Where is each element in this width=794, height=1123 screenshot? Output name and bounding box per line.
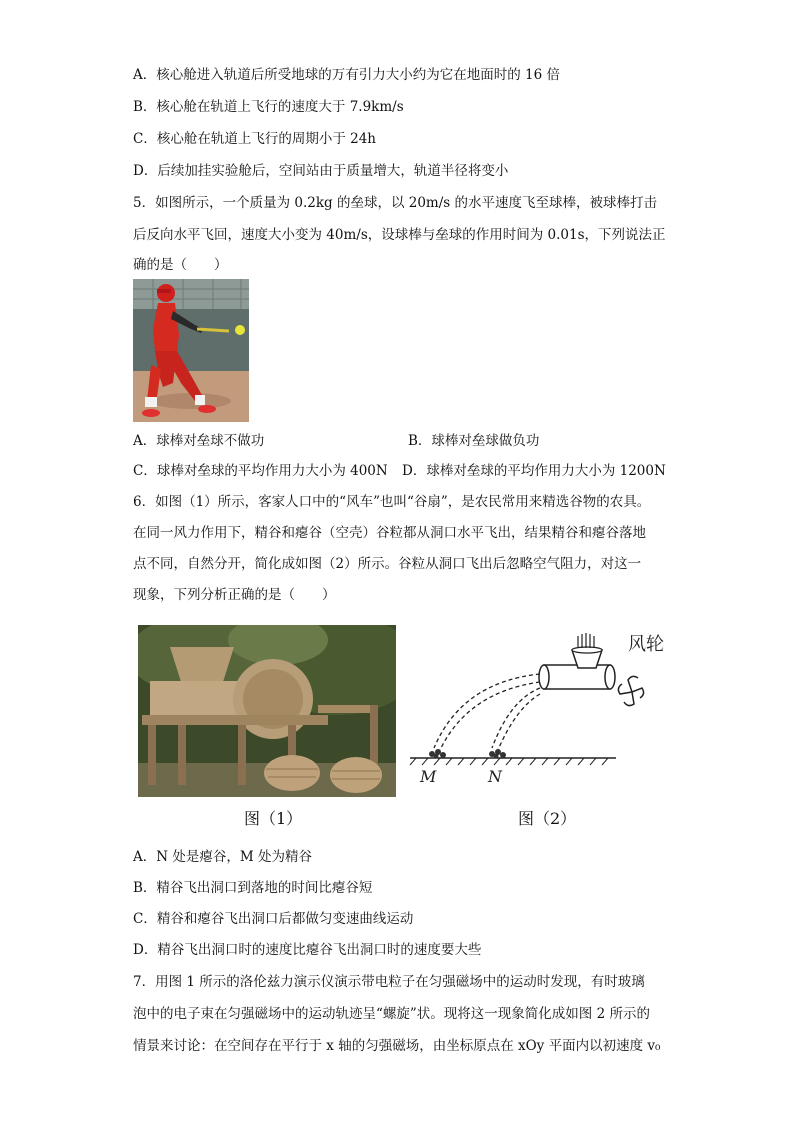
point-m-label: M xyxy=(420,767,437,786)
q7-stem-line1: 7．用图 1 所示的洛伦兹力演示仪演示带电粒子在匀强磁场中的运动时发现，有时玻璃 xyxy=(133,974,645,990)
winnowing-machine-photo xyxy=(138,625,396,797)
q6-option-d: D．精谷飞出洞口时的速度比瘪谷飞出洞口时的速度要大些 xyxy=(133,942,482,958)
q7-stem-line2: 泡中的电子束在匀强磁场中的运动轨迹呈“螺旋”状。现将这一现象简化成如图 2 所示的 xyxy=(133,1006,650,1022)
wind-wheel-label: 风轮 xyxy=(628,634,664,655)
q5-stem-line1: 5．如图所示，一个质量为 0.2kg 的垒球，以 20m/s 的水平速度飞至球棒，被球棒打击 xyxy=(133,195,658,211)
figure1-caption: 图（1） xyxy=(244,809,303,828)
q5-option-c: C．球棒对垒球的平均作用力大小为 400N xyxy=(133,463,388,479)
q6-stem-line4: 现象，下列分析正确的是（ ） xyxy=(133,587,336,603)
winnowing-diagram xyxy=(406,628,678,790)
q6-stem-line1: 6．如图（1）所示，客家人口中的“风车”也叫“谷扇”，是农民常用来精选谷物的农具。 xyxy=(133,494,651,510)
q5-option-d: D．球棒对垒球的平均作用力大小为 1200N xyxy=(402,463,666,479)
q6-option-a: A．N 处是瘪谷，M 处为精谷 xyxy=(133,849,312,865)
q5-stem-line2: 后反向水平飞回，速度大小变为 40m/s，设球棒与垒球的作用时间为 0.01s，下列说法正 xyxy=(133,227,666,243)
point-n-label: N xyxy=(488,767,502,786)
q5-option-a: A．球棒对垒球不做功 xyxy=(133,433,265,449)
q4-option-d: D．后续加挂实验舱后，空间站由于质量增大，轨道半径将变小 xyxy=(133,163,509,179)
softball-batter-photo xyxy=(133,279,249,422)
q5-option-b: B．球棒对垒球做负功 xyxy=(408,433,540,449)
q6-stem-line3: 点不同，自然分开，简化成如图（2）所示。谷粒从洞口飞出后忽略空气阻力，对这一 xyxy=(133,556,642,572)
q7-stem-line3: 情景来讨论：在空间存在平行于 x 轴的匀强磁场，由坐标原点在 xOy 平面内以初速度 v₀ xyxy=(133,1038,661,1054)
figure2-caption: 图（2） xyxy=(518,809,577,828)
q6-stem-line2: 在同一风力作用下，精谷和瘪谷（空壳）谷粒都从洞口水平飞出，结果精谷和瘪谷落地 xyxy=(133,525,646,541)
q5-stem-line3: 确的是（ ） xyxy=(133,257,228,273)
q4-option-c: C．核心舱在轨道上飞行的周期小于 24h xyxy=(133,131,376,147)
q4-option-a: A．核心舱进入轨道后所受地球的万有引力大小约为它在地面时的 16 倍 xyxy=(133,67,561,83)
q6-option-b: B．精谷飞出洞口到落地的时间比瘪谷短 xyxy=(133,880,373,896)
q6-option-c: C．精谷和瘪谷飞出洞口后都做匀变速曲线运动 xyxy=(133,911,414,927)
q4-option-b: B．核心舱在轨道上飞行的速度大于 7.9km/s xyxy=(133,99,404,115)
